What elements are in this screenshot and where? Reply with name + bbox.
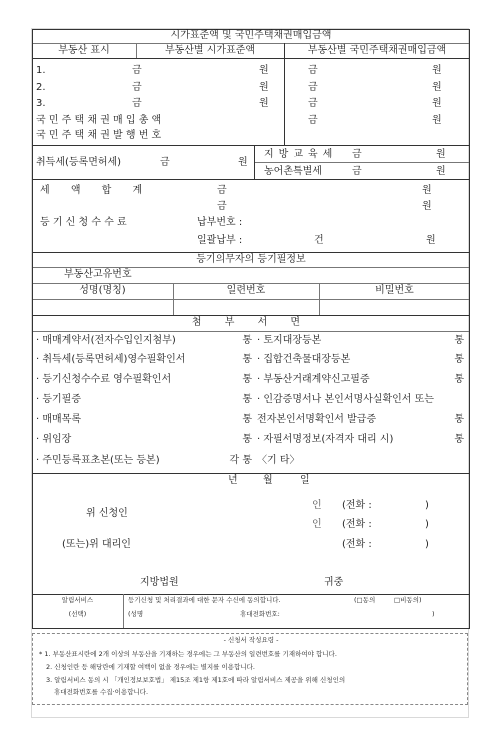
name-label: 성명(명칭)	[79, 285, 126, 296]
unit-won: 원	[432, 98, 442, 109]
attachment-unit: 통	[242, 434, 252, 445]
unit-won: 원	[259, 65, 269, 76]
section-title-std-value: 시가표준액 및 국민주택채권매입금액	[170, 30, 332, 41]
instruction-item: * 1. 부동산표시란에 2개 이상의 부동산을 기재하는 경우에는 그 부동산의 일련번호를 기재하여야 합니다.	[39, 650, 337, 658]
attachment-unit: 통	[454, 335, 464, 346]
application-sheet	[31, 28, 469, 718]
local-education-tax-prefix: 금	[352, 149, 362, 160]
date-month: 월	[263, 475, 273, 486]
date-day: 일	[300, 475, 310, 486]
std-value-label: 금	[132, 65, 142, 76]
bond-label: 금	[308, 65, 318, 76]
tax-total-label: 세 액 합 계	[40, 185, 152, 196]
unit-won: 원	[422, 185, 432, 196]
fee-prefix: 금	[217, 201, 227, 212]
instructions-box	[32, 633, 468, 705]
rule	[32, 299, 470, 300]
rural-special-tax-label: 농어촌특별세	[264, 166, 322, 177]
acquisition-tax-prefix: 금	[160, 157, 170, 168]
attachment-unit: 통	[454, 434, 464, 445]
rule	[32, 628, 470, 629]
rule	[32, 252, 470, 253]
attachment-item: · 인감증명서나 본인서명사실확인서 또는	[257, 394, 434, 405]
rule	[123, 594, 124, 628]
rule	[32, 145, 470, 146]
rural-special-tax-prefix: 금	[352, 166, 362, 177]
rule	[254, 145, 255, 179]
alert-phone-label: 휴대전화번호:	[240, 610, 280, 618]
attachments-title: 첨 부 서 면	[191, 317, 311, 328]
registration-fee-label: 등 기 신 청 수 수 료	[40, 217, 127, 228]
unit-won: 원	[422, 201, 432, 212]
phone-label: (전화 :	[342, 539, 372, 550]
unit-won: 원	[432, 82, 442, 93]
serial-number-label: 일련번호	[226, 285, 266, 296]
attachment-item: · 집합건축물대장등본	[257, 354, 351, 365]
attachment-item: · 등기필증	[36, 394, 81, 405]
std-value-label: 금	[132, 98, 142, 109]
rule	[32, 594, 470, 595]
attachment-unit: 통	[454, 374, 464, 385]
payment-number-label: 납부번호 :	[197, 217, 243, 228]
rule	[32, 43, 470, 44]
agent-label: (또는)위 대리인	[62, 539, 131, 550]
attachment-unit: 통	[242, 354, 252, 365]
instruction-item: 휴대전화번호를 수집·이용합니다.	[54, 688, 149, 696]
unit-won: 원	[432, 115, 442, 126]
bond-label: 금	[308, 82, 318, 93]
alert-decline-checkbox[interactable]: □비동의)	[394, 596, 422, 604]
row-number: 1.	[36, 65, 46, 76]
unit-won: 원	[238, 157, 248, 168]
unit-won: 원	[259, 98, 269, 109]
alert-name-label: (성명	[128, 610, 144, 618]
attachment-unit: 통	[454, 414, 464, 425]
attachment-item: · 취득세(등록면허세)영수필확인서	[36, 354, 186, 365]
attachment-unit: 각 통	[229, 455, 252, 466]
bulk-count-unit: 건	[314, 235, 324, 246]
bond-total-prefix: 금	[308, 115, 318, 126]
attachment-item: · 매매계약서(전자수입인지첨부)	[36, 335, 176, 346]
attachment-item: · 주민등록표초본(또는 등본)	[36, 455, 160, 466]
instruction-item: 3. 알림서비스 동의 시 「개인정보보호법」 제15조 제1항 제1호에 따라 알림서비스 제공을 위해 신청인의	[46, 676, 346, 684]
unit-won: 원	[436, 166, 446, 177]
instructions-title: - 신청서 작성요령 -	[223, 636, 279, 644]
attachment-unit: 통	[242, 414, 252, 425]
alert-consent-text: 등기신청 및 처리결과에 대한 문자 수신에 동의합니다.	[128, 596, 281, 604]
applicant-label: 위 신청인	[86, 508, 128, 519]
unit-won: 원	[426, 235, 436, 246]
row-number: 2.	[36, 82, 46, 93]
password-label: 비밀번호	[375, 285, 414, 296]
phone-label: (전화 :	[342, 500, 372, 511]
application-form	[32, 29, 470, 629]
attachment-item: · 자필서명정보(자격자 대리 시)	[257, 434, 394, 445]
unit-won: 원	[259, 82, 269, 93]
bond-label: 금	[308, 98, 318, 109]
date-year: 년	[228, 475, 238, 486]
unit-won: 원	[436, 149, 446, 160]
property-id-label: 부동산고유번호	[64, 269, 132, 280]
instruction-item: 2. 신청인란 등 해당란에 기재할 여백이 없을 경우에는 별지를 이용합니다.	[46, 663, 255, 671]
rule	[32, 315, 470, 316]
attachment-unit: 통	[242, 335, 252, 346]
seal-mark: 인	[312, 500, 322, 511]
attachment-item: 전자본인서명확인서 발급증	[257, 414, 377, 425]
phone-close: )	[425, 539, 429, 550]
attachment-other: 〈기 타〉	[257, 455, 300, 466]
bulk-payment-label: 일괄납부 :	[197, 235, 243, 246]
rule	[254, 162, 470, 163]
attachment-item: · 등기신청수수료 영수필확인서	[36, 374, 172, 385]
attachment-item: · 위임장	[36, 434, 72, 445]
rule	[32, 267, 470, 268]
court-label: 지방법원	[140, 577, 179, 588]
unit-won: 원	[432, 65, 442, 76]
alert-service-label: 알림서비스	[61, 596, 94, 604]
rule	[32, 473, 470, 474]
phone-label: (전화 :	[342, 519, 372, 530]
std-value-label: 금	[132, 82, 142, 93]
alert-service-optional: (선택)	[68, 610, 87, 618]
header-property: 부동산 표시	[58, 45, 110, 56]
seal-mark: 인	[312, 519, 322, 530]
obligor-section-title: 등기의무자의 등기필정보	[196, 254, 306, 265]
local-education-tax-label: 지방교육세	[264, 149, 338, 160]
court-suffix: 귀중	[324, 577, 344, 588]
attachment-item: · 토지대장등본	[257, 335, 322, 346]
bond-total-label: 국 민 주 택 채 권 매 입 총 액	[36, 115, 162, 126]
tax-total-prefix: 금	[217, 185, 227, 196]
rule	[32, 179, 470, 180]
attachment-unit: 통	[242, 374, 252, 385]
header-bond-amount: 부동산별 국민주택채권매입금액	[307, 45, 447, 56]
phone-close: )	[425, 519, 429, 530]
row-number: 3.	[36, 98, 46, 109]
alert-phone-close: )	[432, 610, 435, 618]
rule	[284, 43, 285, 145]
bond-issue-number-label: 국 민 주 택 채 권 발 행 번 호	[36, 130, 162, 141]
alert-consent-checkbox[interactable]: (□동의	[354, 596, 376, 604]
attachment-item: · 부동산거래계약신고필증	[257, 374, 370, 385]
attachment-item: · 매매목록	[36, 414, 81, 425]
phone-close: )	[425, 500, 429, 511]
attachment-unit: 통	[242, 394, 252, 405]
header-std-value: 부동산별 시가표준액	[164, 45, 256, 56]
acquisition-tax-label: 취득세(등록면허세)	[36, 157, 122, 168]
rule	[32, 58, 470, 59]
rule	[32, 283, 470, 284]
rule	[32, 331, 470, 332]
attachment-unit: 통	[454, 354, 464, 365]
